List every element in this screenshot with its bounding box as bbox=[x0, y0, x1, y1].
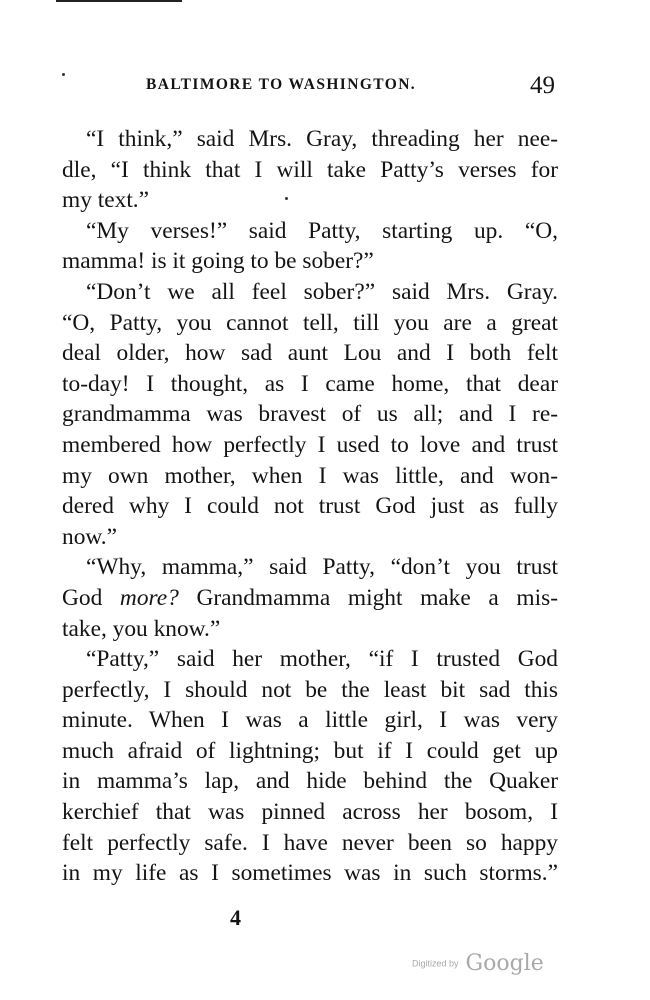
watermark bbox=[412, 951, 544, 976]
text-line: “O, Patty, you cannot tell, till you are a great bbox=[62, 309, 558, 336]
text-line: in my life as I sometimes was in such storms.” bbox=[62, 860, 558, 887]
text-line: in mamma’s lap, and hide behind the Quaker bbox=[62, 768, 558, 795]
text-line: dered why I could not trust God just as fully bbox=[62, 493, 558, 520]
text-line: my own mother, when I was little, and won- bbox=[62, 462, 558, 489]
text-line: mamma! is it going to be sober?” bbox=[62, 248, 374, 275]
text-line: much afraid of lightning; but if I could get up bbox=[62, 737, 558, 764]
top-rule bbox=[56, 0, 182, 2]
text-line: “I think,” said Mrs. Gray, threading her nee- bbox=[86, 126, 558, 152]
text-line: “Patty,” said her mother, “if I trusted God bbox=[86, 646, 558, 673]
text-line: my text.” bbox=[62, 187, 150, 214]
text-line: dle, “I think that I will take Patty’s verses for bbox=[62, 156, 558, 183]
text-line: “Don’t we all feel sober?” said Mrs. Gray. bbox=[86, 278, 558, 305]
text-line: minute. When I was a little girl, I was very bbox=[62, 707, 558, 734]
text-line: felt perfectly safe. I have never been so happy bbox=[62, 829, 558, 856]
stray-mark bbox=[62, 73, 65, 76]
text-line: “My verses!” said Patty, starting up. “O, bbox=[86, 217, 558, 244]
text-line: kerchief that was pinned across her bosom, I bbox=[62, 799, 558, 826]
watermark-digitized-by: Digitized by bbox=[412, 958, 459, 969]
watermark-google: Google bbox=[465, 951, 544, 976]
text-line: God more? Grandmamma might make a mis- bbox=[62, 584, 558, 611]
body-text bbox=[62, 124, 558, 889]
text-line: “Why, mamma,” said Patty, “don’t you trust bbox=[86, 554, 558, 581]
text-line: take, you know.” bbox=[62, 615, 221, 642]
text-line: grandmamma was bravest of us all; and I re- bbox=[62, 401, 558, 428]
running-head: BALTIMORE TO WASHINGTON. bbox=[146, 76, 417, 93]
page-number: 49 bbox=[530, 72, 555, 99]
signature-mark: 4 bbox=[230, 905, 241, 930]
text-line: now.” bbox=[62, 523, 117, 550]
text-line: perfectly, I should not be the least bit sad this bbox=[62, 676, 558, 703]
text-line: deal older, how sad aunt Lou and I both felt bbox=[62, 340, 558, 367]
text-line: to-day! I thought, as I came home, that dear bbox=[62, 370, 558, 397]
text-line: membered how perfectly I used to love and trust bbox=[62, 431, 558, 458]
